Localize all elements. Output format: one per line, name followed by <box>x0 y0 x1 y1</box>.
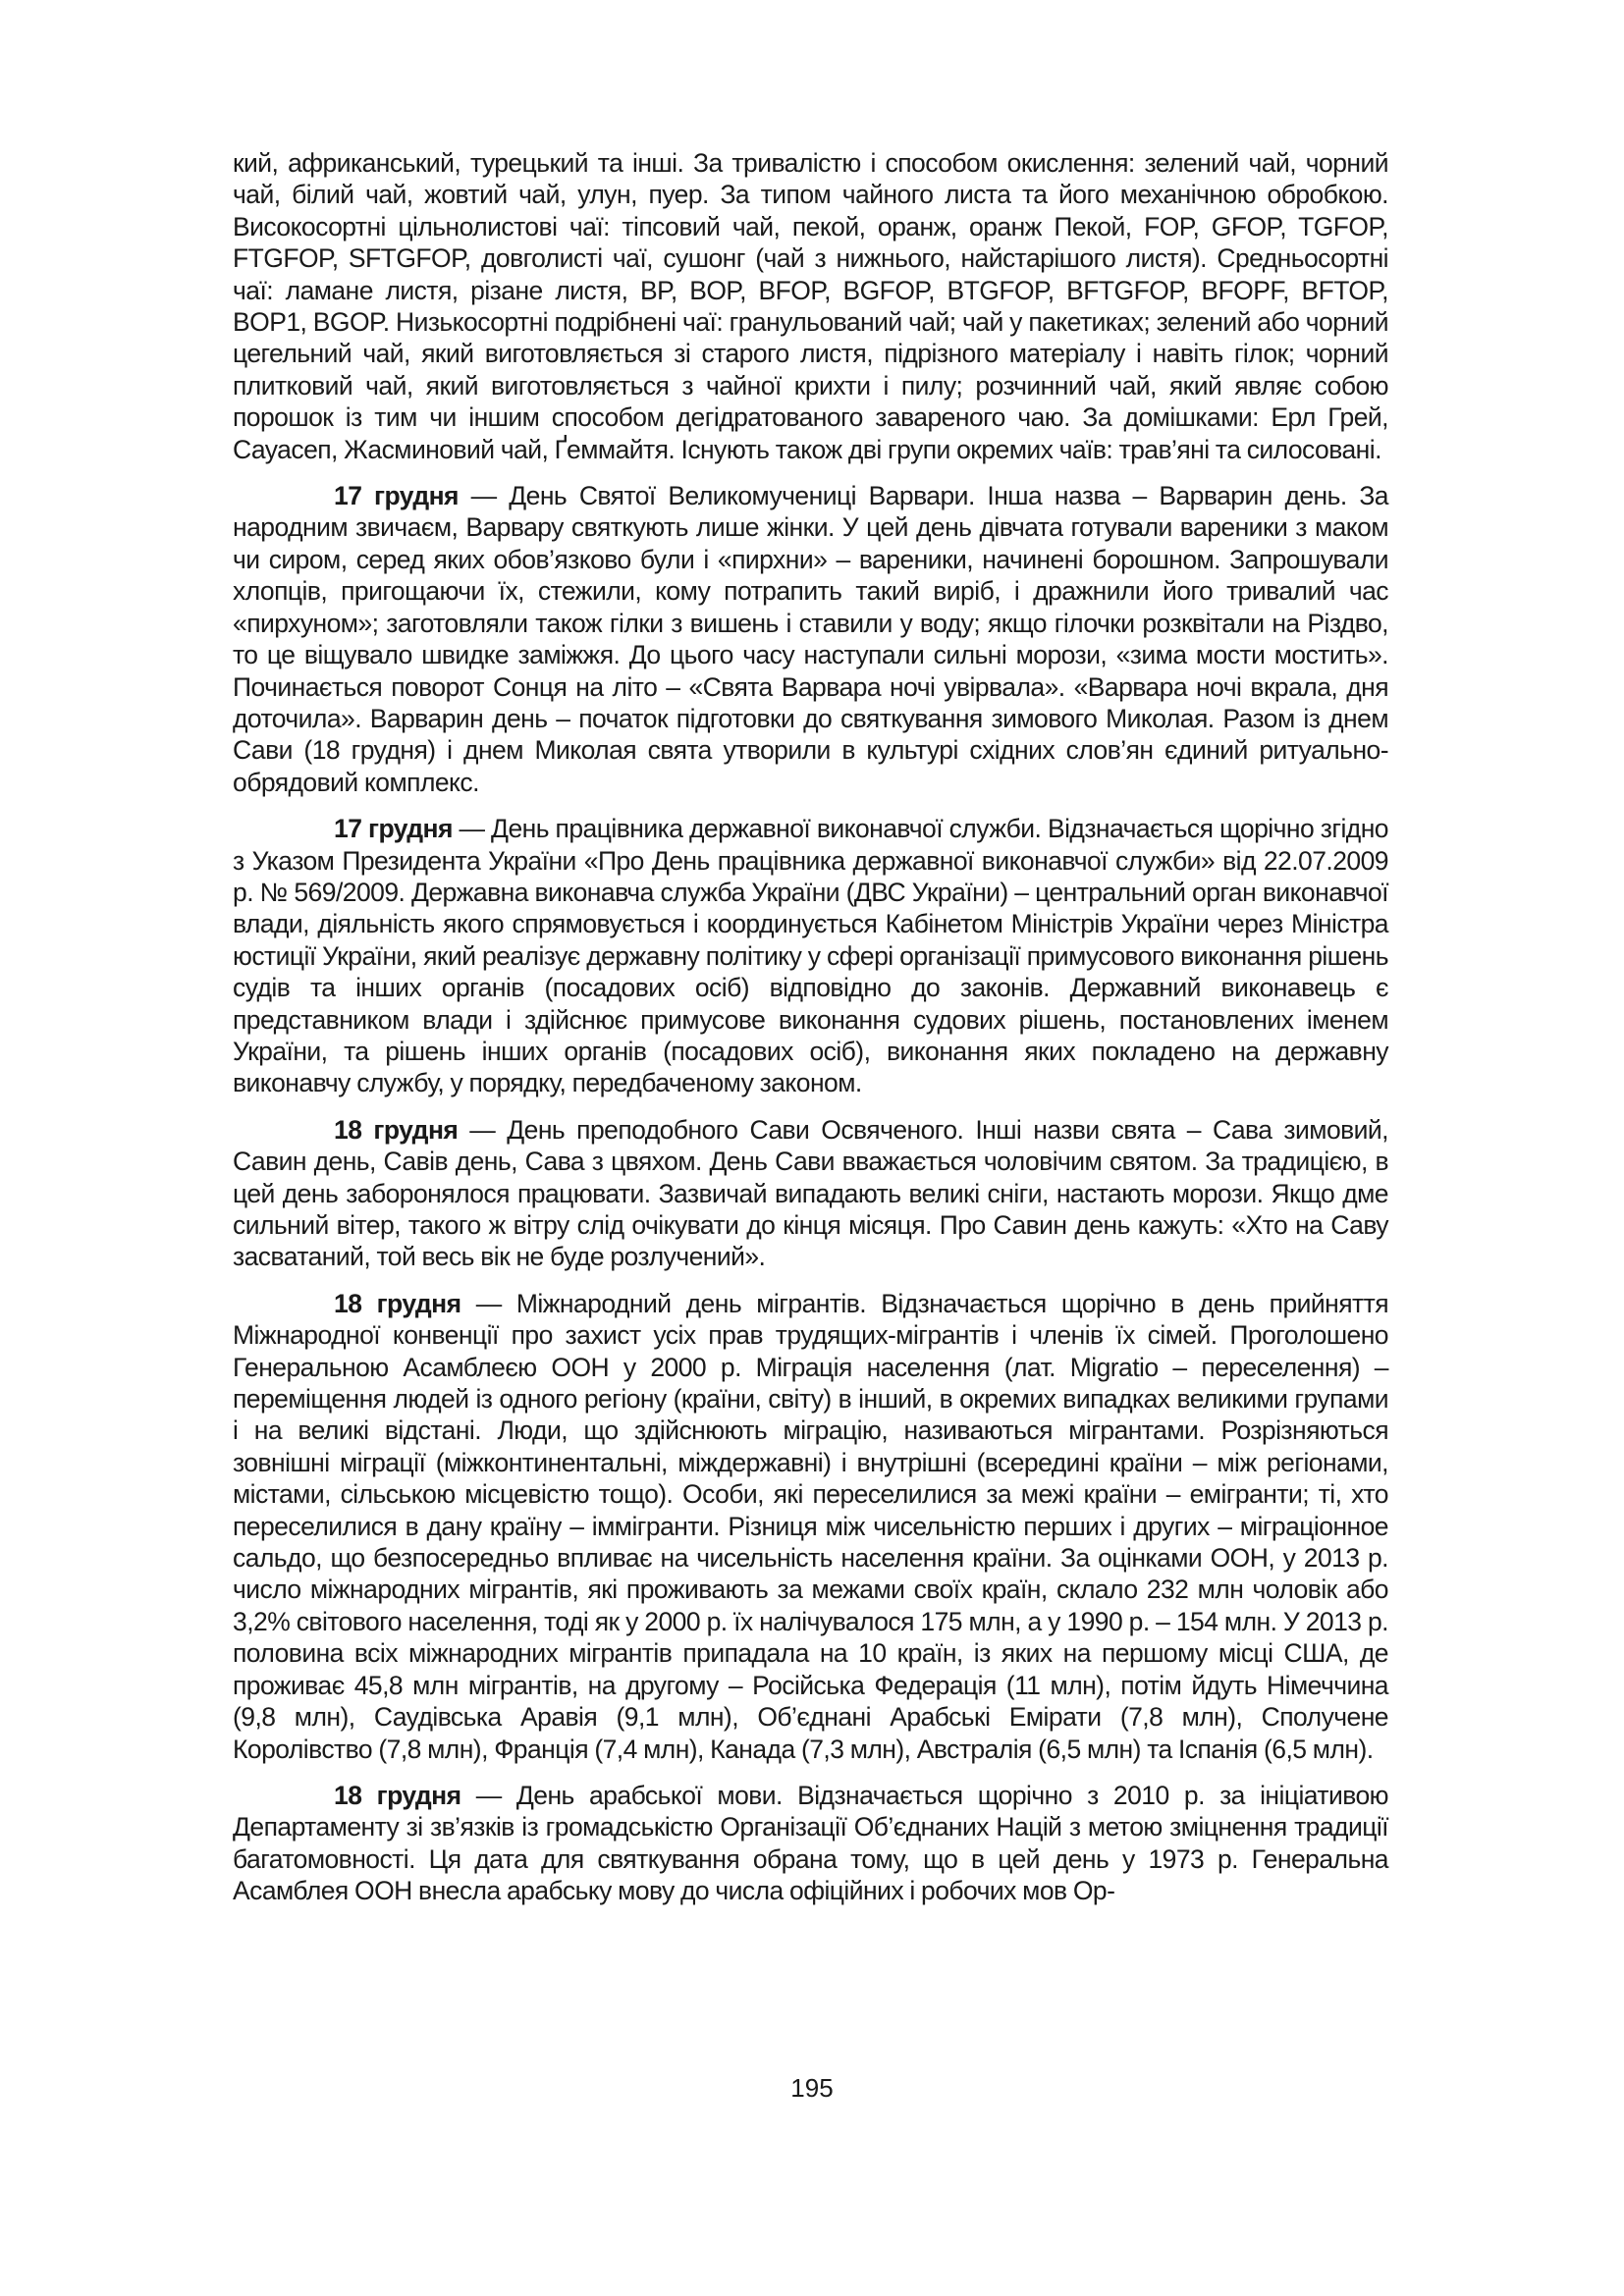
date-label: 18 грудня <box>334 1114 459 1145</box>
paragraph-state-executive-service-day <box>233 813 1388 1099</box>
date-label: 18 грудня <box>334 1780 461 1810</box>
paragraph-st-barbara-day <box>233 480 1388 798</box>
paragraph-arabic-language-day <box>233 1780 1388 1907</box>
date-label: 18 грудня <box>334 1288 461 1318</box>
paragraph-text: — День арабської мови. Відзначається щорічно з 2010 р. за ініціативою Департаменту зі зв’язків із громадськістю Організації Об’єднаних Націй з метою зміцнення традиції багатомовності. Ця дата для святкування обрана тому, що в цей день у 1973 р. Генеральна Асамблея ООН внесла арабську мову до числа офіційних і робочих мов Ор- <box>233 1780 1388 1906</box>
page-body <box>233 147 1388 1922</box>
page-number: 195 <box>790 2073 834 2103</box>
paragraph-st-sava-day <box>233 1114 1388 1273</box>
paragraph-text: кий, африканський, турецький та інші. За тривалістю і способом окислення: зелений чай, чорний чай, білий чай, жовтий чай, улун, пуер. За типом чайного листа та його механічною обробкою. Високосортні цільнолистові чаї: тіпсовий чай, пекой, оранж, оранж Пекой, FOP, GFOP, TGFOP, FTGFOP, SFTGFOP, довголисті чаї, сушонг (чай з нижнього, найстарішого листя). Средньосортні чаї: ламане листя, різане листя, BP, BOP, BFOP, BGFOP, BTGFOP, BFTGFOP, BFOPF, BFTOP, BOP1, BGOP. Низькосортні подрібнені чаї: гранульований чай; чай у пакетиках; зелений або чорний цегельний чай, який виготовляється зі старого листя, підрізного матеріалу і навіть гілок; чорний плитковий чай, який виготовляється з чайної крихти і пилу; розчинний чай, який являє собою порошок із тим чи іншим способом дегідратованого завареного чаю. За домішками: Ерл Грей, Сауасеп, Жасминовий чай, Ґеммайтя. Існують також дві групи окремих чаїв: трав’яні та силосовані. <box>233 148 1388 464</box>
date-label: 17 грудня <box>334 481 459 511</box>
paragraph-text: — Міжнародний день мігрантів. Відзначається щорічно в день прийняття Міжнародної конвенції про захист усіх прав трудящих-мігрантів і членів їх сімей. Проголошено Генеральною Асамблеєю ООН у 2000 р. Міграція населення (лат. Migratio – переселення) – переміщення людей із одного регіону (країни, світу) в інший, в окремих випадках великими групами і на великі відстані. Люди, що здійснюють міграцію, називаються мігрантами. Розрізняються зовнішні міграції (міжконтинентальні, міждержавні) і внутрішні (всередині країни – між регіонами, містами, сільською місцевістю тощо). Особи, які переселилися за межі країни – емігранти; ті, хто переселилися в дану країну – іммігранти. Різниця між чисельністю перших і других – міграціонное сальдо, що безпосередньо впливає на чисельність населення країни. За оцінками ООН, у 2013 р. число міжнародних мігрантів, які проживають за межами своїх країн, склало 232 млн чоловік або 3,2% світового населення, тоді як у 2000 р. їх налічувалося 175 млн, а у 1990 р. – 154 млн. У 2013 р. половина всіх міжнародних мігрантів припадала на 10 країн, із яких на першому місці США, де проживає 45,8 млн мігрантів, на другому – Російська Федерація (11 млн), потім йдуть Німеччина (9,8 млн), Саудівська Аравія (9,1 млн), Об’єднані Арабські Емірати (7,8 млн), Сполучене Королівство (7,8 млн), Франція (7,4 млн), Канада (7,3 млн), Австралія (6,5 млн) та Іспанія (6,5 млн). <box>233 1288 1388 1764</box>
paragraph-text: — День преподобного Сави Освяченого. Інші назви свята – Сава зимовий, Савин день, Савів день, Сава з цвяхом. День Сави вважається чоловічим святом. За традицією, в цей день заборонялося працювати. Зазвичай випадають великі сніги, настають морози. Якщо дме сильний вітер, такого ж вітру слід очікувати до кінця місяця. Про Савин день кажуть: «Хто на Саву засватаний, той весь вік не буде розлучений». <box>233 1114 1388 1272</box>
paragraph-tea-classification <box>233 147 1388 465</box>
paragraph-migrants-day <box>233 1288 1388 1765</box>
paragraph-text: — День Святої Великомучениці Варвари. Інша назва – Варварин день. За народним звичаєм, Варвару святкують лише жінки. У цей день дівчата готували вареники з маком чи сиром, серед яких обов’язково були і «пирхни» – вареники, начинені борошном. Запрошували хлопців, пригощаючи їх, стежили, кому потрапить такий виріб, і дражнили його тривалий час «пирхуном»; заготовляли також гілки з вишень і ставили у воду; якщо гілочки розквітали на Різдво, то це віщувало швидке заміжжя. До цього часу наступали сильні морози, «зима мости мостить». Починається поворот Сонця на літо – «Свята Варвара ночі увірвала». «Варвара ночі вкрала, дня доточила». Варварин день – початок підготовки до святкування зимового Миколая. Разом із днем Сави (18 грудня) і днем Миколая свята утворили в культурі східних слов’ян єдиний ритуально-обрядовий комплекс. <box>233 481 1388 797</box>
paragraph-text: — День працівника державної виконавчої служби. Відзначається щорічно згідно з Указом Президента України «Про День працівника державної виконавчої служби» від 22.07.2009 р. № 569/2009. Державна виконавча служба України (ДВС України) – центральний орган виконавчої влади, діяльність якого спрямовується і координується Кабінетом Міністрів України через Міністра юстиції України, який реалізує державну політику у сфері організації примусового виконання рішень судів та інших органів (посадових осіб) відповідно до законів. Державний виконавець є представником влади і здійснює примусове виконання судових рішень, постановлених іменем України, та рішень інших органів (посадових осіб), виконання яких покладено на державну виконавчу службу, у порядку, передбаченому законом. <box>233 814 1388 1098</box>
date-label: 17 грудня <box>334 814 453 844</box>
